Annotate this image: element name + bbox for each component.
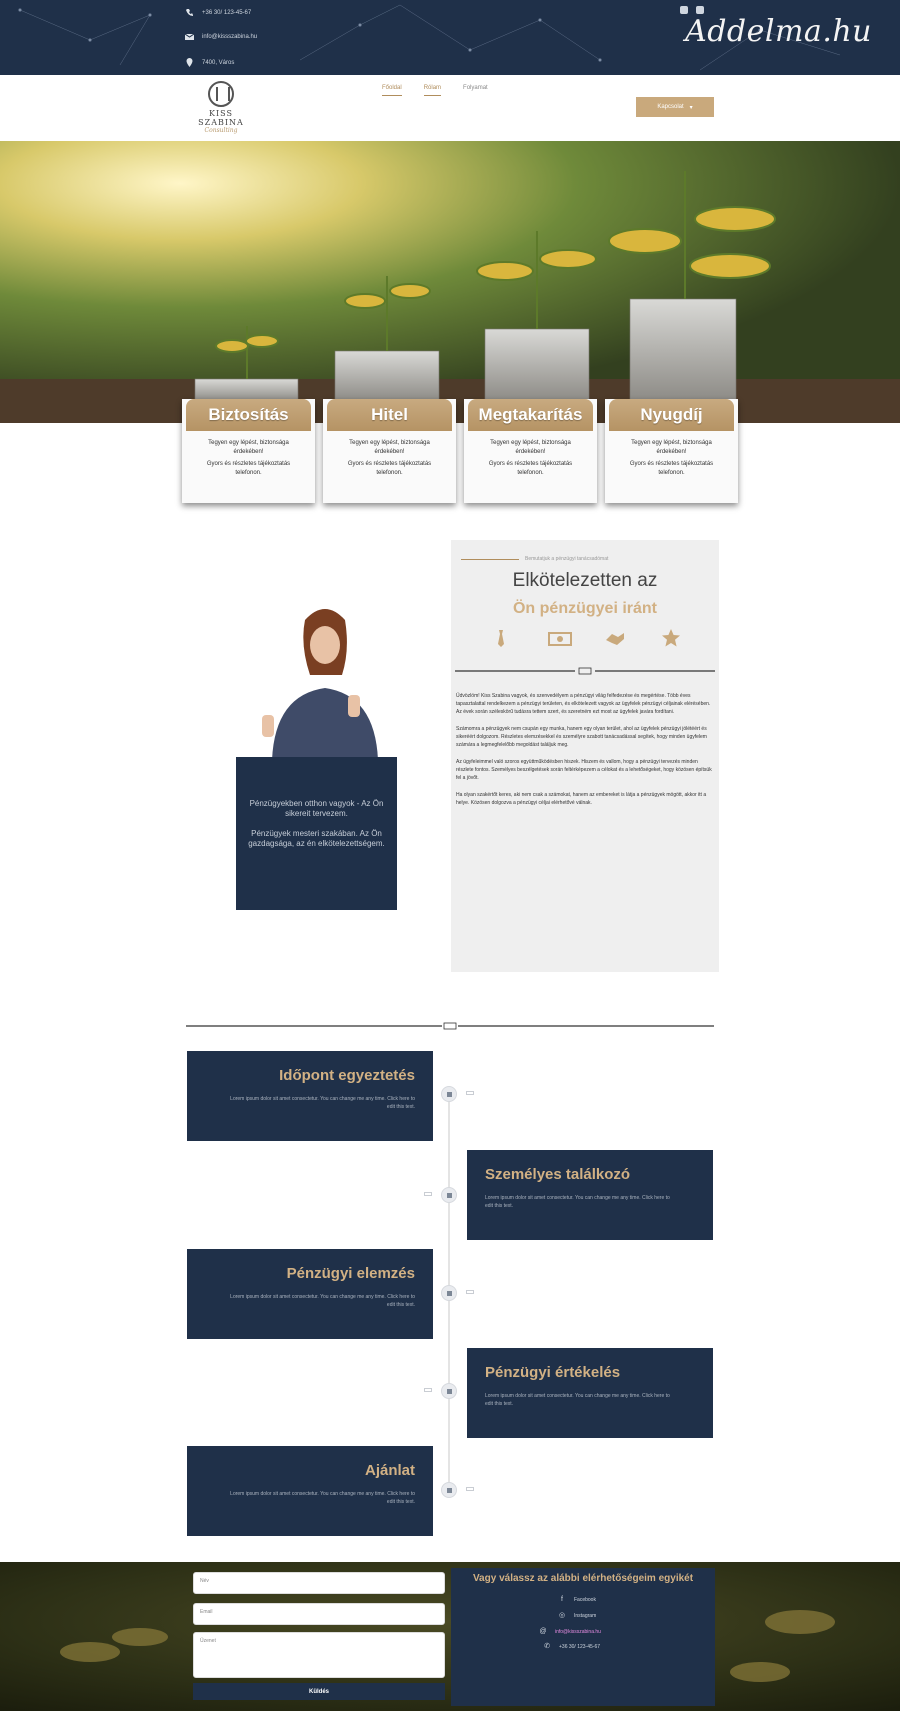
email-placeholder: Email	[200, 1609, 213, 1615]
service-line: telefonon.	[658, 470, 685, 476]
about-paragraph: Ha olyan szakértőt keres, aki nem csak a számokat, hanem az embereket is látja a pénzügyek mögött, akkor itt a helye. Közösen dolgozva a pénzügyi céljai elérhetővé válnak.	[456, 792, 707, 806]
about-kicker	[461, 556, 709, 562]
service-line: Tegyen egy lépést, biztonsága	[631, 440, 712, 446]
nav-item-fooldal[interactable]: Főoldal	[382, 85, 402, 96]
phone-icon: ✆	[544, 1643, 550, 1650]
timeline-step-ertekeles	[467, 1348, 713, 1438]
about-paragraph: Üdvözlöm! Kiss Szabina vagyok, és szenvedélyem a pénzügyi világ felfedezése és megértése. Több éves tapasztalattal rendelkezem a pénzügyi területen, és elkötelezett vagyok az ügyfelek pénzügyi céljainak elérésében. Az évek során széleskörű tudásra tettem szert, és szeretném ezt most az ügyfelek javára fordítani.	[456, 693, 711, 715]
quote-box	[236, 757, 397, 910]
service-line: Gyors és részletes tájékoztatás	[347, 461, 432, 467]
quote-line-1: Pénzügyekben otthon vagyok - Az Ön sikereit tervezem.	[249, 799, 384, 818]
tie-icon	[491, 628, 511, 648]
service-line: érdekében!	[656, 449, 687, 455]
chevron-down-icon: ▾	[689, 104, 693, 111]
timeline-step-elemzes	[187, 1249, 433, 1339]
logo-tagline: Consulting	[204, 127, 238, 134]
service-line: Gyors és részletes tájékoztatás	[629, 461, 714, 467]
contact-email[interactable]	[539, 1628, 601, 1636]
service-line: érdekében!	[233, 449, 264, 455]
step-title: Pénzügyi értékelés	[485, 1364, 621, 1381]
step-title: Időpont egyeztetés	[279, 1067, 415, 1084]
contact-dropdown-button[interactable]	[636, 97, 714, 117]
step-title: Pénzügyi elemzés	[286, 1265, 415, 1282]
timeline-step-talalkozo	[467, 1150, 713, 1240]
service-line: Gyors és részletes tájékoztatás	[206, 461, 291, 467]
envelope-icon	[185, 32, 194, 41]
logo-mark-icon	[208, 81, 234, 107]
email-input[interactable]	[193, 1603, 445, 1625]
service-line: Tegyen egy lépést, biztonsága	[208, 440, 289, 446]
facebook-icon: f	[561, 1596, 563, 1603]
step-title: Személyes találkozó	[485, 1166, 631, 1183]
phone-label: +36 30/ 123-45-67	[559, 1644, 601, 1650]
hero-image	[0, 141, 900, 423]
contact-instagram[interactable]	[558, 1612, 596, 1620]
handshake-icon	[604, 628, 624, 648]
timeline-step-ajanlat	[187, 1446, 433, 1536]
message-placeholder: Üzenet	[200, 1638, 216, 1644]
timeline-node	[441, 1482, 457, 1498]
money-icon	[548, 628, 568, 648]
main-nav	[0, 75, 900, 141]
timeline-step-idopont	[187, 1051, 433, 1141]
email-label: info@kissszabina.hu	[555, 1629, 601, 1635]
service-card-hitel[interactable]	[323, 399, 456, 503]
service-title: Megtakarítás	[468, 399, 593, 431]
service-title: Nyugdíj	[609, 399, 734, 431]
site-logo[interactable]	[185, 81, 257, 134]
timeline-tick	[424, 1388, 432, 1392]
service-line: telefonon.	[376, 470, 403, 476]
phone-icon	[185, 8, 194, 17]
step-title: Ajánlat	[364, 1462, 415, 1479]
about-panel	[451, 540, 719, 972]
topbar-email[interactable]	[185, 32, 257, 41]
timeline-node	[441, 1285, 457, 1301]
service-text	[331, 439, 448, 478]
instagram-label: Instagram	[574, 1613, 597, 1619]
topbar-email-text: info@kissszabina.hu	[202, 33, 258, 40]
service-card-megtakaritas[interactable]	[464, 399, 597, 503]
step-description: Lorem ipsum dolor sit amet consectetur. You can change me any time. Click here to edit this text.	[230, 1294, 415, 1308]
step-description: Lorem ipsum dolor sit amet consectetur. You can change me any time. Click here to edit this text.	[485, 1195, 670, 1209]
topbar-phone-text: +36 30/ 123-45-67	[202, 9, 252, 16]
timeline-tick	[466, 1290, 474, 1294]
timeline-tick	[466, 1487, 474, 1491]
facebook-icon[interactable]	[680, 6, 688, 14]
contact-phone[interactable]	[543, 1643, 600, 1651]
service-title: Biztosítás	[186, 399, 311, 431]
message-textarea[interactable]	[193, 1632, 445, 1678]
service-line: Tegyen egy lépést, biztonsága	[349, 440, 430, 446]
step-description: Lorem ipsum dolor sit amet consectetur. You can change me any time. Click here to edit this text.	[230, 1096, 415, 1110]
service-line: telefonon.	[517, 470, 544, 476]
topbar-phone[interactable]	[185, 8, 251, 17]
instagram-icon: ◎	[558, 1612, 566, 1619]
kicker-text: Bemutatjuk a pénzügyi tanácsadómat	[525, 556, 609, 562]
service-card-nyugdij[interactable]	[605, 399, 738, 503]
step-description: Lorem ipsum dolor sit amet consectetur. You can change me any time. Click here to edit this text.	[485, 1393, 670, 1407]
kicker-line	[461, 559, 519, 560]
service-text	[472, 439, 589, 478]
about-title: Elkötelezetten az	[512, 570, 658, 591]
about-icons	[491, 628, 681, 648]
location-pin-icon	[185, 58, 194, 67]
service-text	[190, 439, 307, 478]
contact-facebook[interactable]	[558, 1596, 596, 1604]
service-line: Tegyen egy lépést, biztonsága	[490, 440, 571, 446]
footer-background	[0, 1562, 900, 1711]
timeline-node	[441, 1383, 457, 1399]
top-bar	[0, 0, 900, 75]
topbar-address	[185, 58, 234, 67]
timeline-tick	[466, 1091, 474, 1095]
watermark: Addelma.hu	[685, 14, 872, 49]
star-icon	[661, 628, 681, 648]
about-divider	[455, 667, 715, 675]
instagram-icon[interactable]	[696, 6, 704, 14]
logo-name: KISS SZABINA	[198, 109, 244, 127]
service-line: érdekében!	[374, 449, 405, 455]
service-card-biztositas[interactable]	[182, 399, 315, 503]
service-line: érdekében!	[515, 449, 546, 455]
contact-heading: Vagy válassz az alábbi elérhetőségeim egyikét	[472, 1573, 694, 1584]
name-placeholder: Név	[200, 1578, 209, 1584]
topbar-social	[680, 6, 704, 14]
nav-menu	[382, 85, 488, 96]
service-text	[613, 439, 730, 478]
quote-line-2: Pénzügyek mesteri szakában. Az Ön gazdagsága, az én elkötelezettségem.	[248, 829, 385, 848]
nav-item-folyamat[interactable]: Folyamat	[463, 85, 488, 91]
about-subtitle: Ön pénzügyei iránt	[512, 600, 657, 617]
topbar-address-text: 7400, Város	[202, 59, 235, 66]
service-line: telefonon.	[235, 470, 262, 476]
facebook-label: Facebook	[574, 1597, 596, 1603]
about-paragraph: Számomra a pénzügyek nem csupán egy munka, hanem egy olyan terület, ahol az ügyfelek pénzügyi jólétéért és sikeréért dolgozom. Részletes elemzésekkel és személyre szabott tanácsadással segítek, hogy minden ügyfelem számára a legmegfelelőbb megoldást találjuk meg.	[456, 726, 707, 748]
contact-box	[451, 1568, 715, 1706]
contact-button-label: Kapcsolat	[657, 104, 684, 110]
send-button[interactable]: Küldés	[193, 1683, 445, 1700]
service-title: Hitel	[327, 399, 452, 431]
footer-image	[0, 1562, 900, 1711]
timeline-node	[441, 1187, 457, 1203]
about-paragraph: Az ügyfeleimmel való szoros együttműködésben hiszek. Hiszem és vallom, hogy a pénzügyi tervezés minden részlete fontos. Személyes beszélgetések során feltérképezem a célokat és a lehetőségeket, hogy közösen építsük fel a jövőt.	[456, 759, 712, 781]
email-icon: @	[539, 1628, 547, 1635]
hero-banner	[0, 141, 900, 423]
timeline-node	[441, 1086, 457, 1102]
about-body	[456, 692, 714, 816]
timeline-divider	[186, 1021, 714, 1031]
service-line: Gyors és részletes tájékoztatás	[488, 461, 573, 467]
step-description: Lorem ipsum dolor sit amet consectetur. You can change me any time. Click here to edit this text.	[230, 1491, 415, 1505]
name-input[interactable]	[193, 1572, 445, 1594]
advisor-photo	[250, 600, 380, 760]
nav-item-rolam[interactable]: Rólam	[424, 85, 441, 96]
timeline-tick	[424, 1192, 432, 1196]
